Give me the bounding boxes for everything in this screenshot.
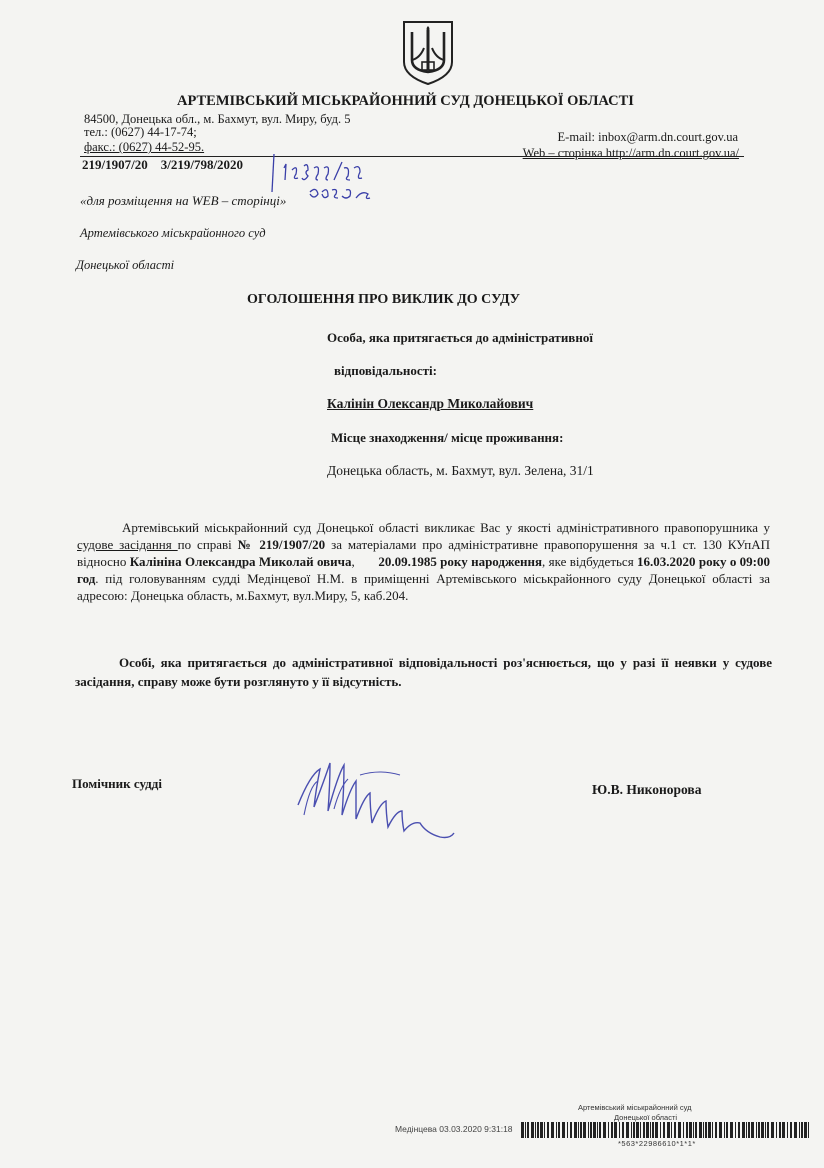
court-address: 84500, Донецька обл., м. Бахмут, вул. Миру, буд. 5	[84, 112, 351, 126]
recipient-court: Артемівського міськрайонного суд	[80, 226, 266, 240]
stamp-court-name: Артемівський міськрайонний суд	[578, 1103, 692, 1112]
location-value: Донецька область, м. Бахмут, вул. Зелена, 31/1	[327, 463, 594, 478]
web-placement-note: «для розміщення на WEB – сторінці»	[80, 193, 287, 208]
stamp-user-datetime: Медінцева 03.03.2020 9:31:18	[395, 1124, 513, 1134]
body-text-segment: по справі	[177, 537, 238, 552]
case-numbers: 219/1907/20 3/219/798/2020	[82, 157, 244, 172]
court-phone: тел.: (0627) 44-17-74;	[84, 125, 197, 139]
court-title: АРТЕМІВСЬКИЙ МІСЬКРАЙОННИЙ СУД ДОНЕЦЬКОЇ ОБЛАСТІ	[177, 93, 634, 109]
birth-date: 20.09.1985 року народження	[378, 554, 543, 569]
document-barcode	[521, 1122, 813, 1138]
defendant-name: Калініна Олександра Миколай овича	[129, 554, 352, 569]
person-label-line2: відповідальності:	[334, 363, 437, 378]
signatory-title: Помічник судді	[72, 776, 162, 791]
body-text-segment: ,	[351, 554, 379, 569]
signatory-name: Ю.В. Никонорова	[592, 782, 702, 797]
summons-paragraph	[77, 519, 770, 604]
handwritten-registration-mark	[270, 150, 390, 210]
handwritten-signature	[290, 745, 460, 845]
case-number: № 219/1907/20	[237, 537, 326, 552]
absence-warning	[75, 653, 772, 691]
coat-of-arms-emblem	[398, 18, 458, 86]
body-text-segment: за матеріалами про адміністративне правопорушення за ч.1 ст. 130 КУпАП відносно	[77, 537, 770, 569]
body-text-segment: . під головуванням судді Медінцевої Н.М. в приміщенні Артемівського міськрайонного суду Донецької області за адресою: Донецька область, м.Бахмут, вул.Миру, 5, каб.204.	[77, 571, 770, 603]
hearing-term: судове засідання	[77, 537, 178, 552]
person-label-line1: Особа, яка притягається до адміністративної	[327, 330, 593, 345]
location-label: Місце знаходження/ місце проживання:	[331, 430, 564, 445]
court-website-link[interactable]: Web – сторінка http://arm.dn.court.gov.ua/	[522, 146, 739, 160]
body-text-segment: , яке відбудеться	[542, 554, 638, 569]
stamp-region: Донецької області	[614, 1113, 678, 1122]
notice-title: ОГОЛОШЕННЯ ПРО ВИКЛИК ДО СУДУ	[247, 292, 521, 307]
person-name: Калінін Олександр Миколайович	[327, 396, 534, 411]
recipient-region: Донецької області	[76, 258, 175, 272]
court-email[interactable]: E-mail: inbox@arm.dn.court.gov.ua	[557, 130, 738, 144]
body-text-segment: Артемівський міськрайонний суд Донецької області викликає Вас у якості адміністративного правопорушника у	[122, 520, 770, 535]
summons-body	[77, 519, 770, 604]
barcode-number: *563*22986610*1*1*	[618, 1139, 696, 1148]
warning-paragraph: Особі, яка притягається до адміністративної відповідальності роз'яснюється, що у разі її неявки у судове засідання, справу може бути розглянуто у її відсутність.	[75, 655, 772, 689]
court-fax: факс.: (0627) 44-52-95.	[84, 140, 205, 154]
hearing-date: 16.03.2020 року о 09:00 год	[77, 554, 771, 586]
